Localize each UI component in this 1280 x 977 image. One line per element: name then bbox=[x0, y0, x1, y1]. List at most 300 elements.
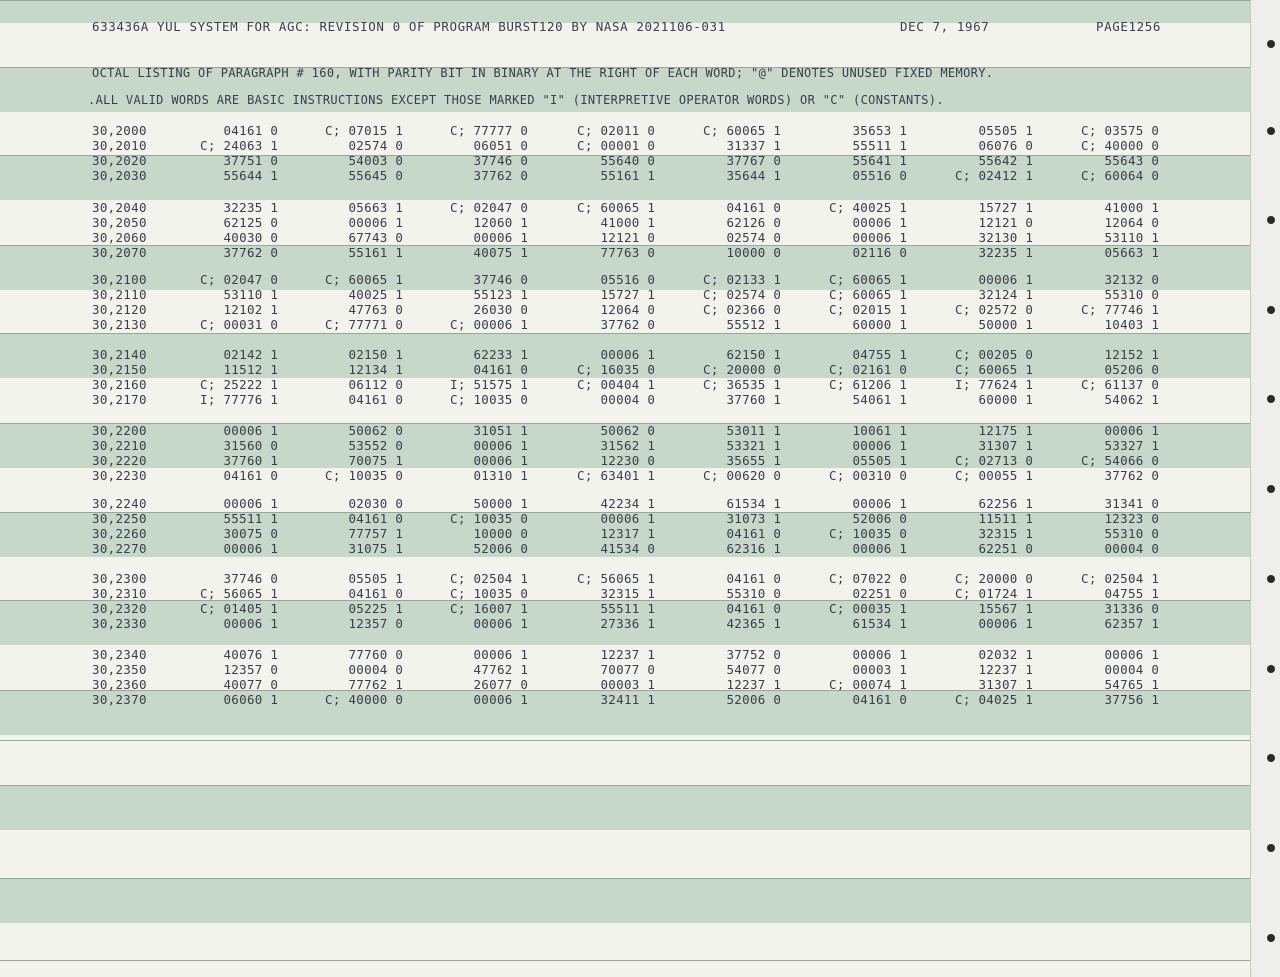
row-address: 30,2230 bbox=[92, 468, 147, 483]
octal-word: C; 60064 0 bbox=[1081, 168, 1160, 183]
octal-word: 50062 0 bbox=[325, 423, 404, 438]
octal-word: 04161 0 bbox=[703, 571, 782, 586]
octal-word: 01310 1 bbox=[450, 468, 529, 483]
octal-word: C; 20000 0 bbox=[703, 362, 782, 377]
octal-word: 37762 0 bbox=[450, 168, 529, 183]
octal-word: C; 40025 1 bbox=[829, 200, 908, 215]
octal-word: 41000 1 bbox=[1081, 200, 1160, 215]
octal-word: 53552 0 bbox=[325, 438, 404, 453]
octal-word: 02150 1 bbox=[325, 347, 404, 362]
octal-word: 53321 1 bbox=[703, 438, 782, 453]
octal-word: 00006 1 bbox=[450, 647, 529, 662]
octal-word: C; 02133 1 bbox=[703, 272, 782, 287]
octal-word: 54765 1 bbox=[1081, 677, 1160, 692]
octal-word: 32124 1 bbox=[955, 287, 1034, 302]
row-address: 30,2040 bbox=[92, 200, 147, 215]
octal-word: 77763 0 bbox=[577, 245, 656, 260]
octal-word: 00003 1 bbox=[829, 662, 908, 677]
octal-word: 30075 0 bbox=[200, 526, 279, 541]
row-address: 30,2300 bbox=[92, 571, 147, 586]
octal-word: 31075 1 bbox=[325, 541, 404, 556]
row-address: 30,2000 bbox=[92, 123, 147, 138]
octal-word: 40025 1 bbox=[325, 287, 404, 302]
octal-word: C; 54066 0 bbox=[1081, 453, 1160, 468]
octal-word: 06076 0 bbox=[955, 138, 1034, 153]
octal-word: C; 00074 1 bbox=[829, 677, 908, 692]
octal-word: 12121 0 bbox=[577, 230, 656, 245]
octal-word: 12237 1 bbox=[577, 647, 656, 662]
octal-word: 12323 0 bbox=[1081, 511, 1160, 526]
octal-word: 05225 1 bbox=[325, 601, 404, 616]
octal-word: 04161 0 bbox=[829, 692, 908, 707]
octal-word: 31560 0 bbox=[200, 438, 279, 453]
octal-word: C; 10035 0 bbox=[829, 526, 908, 541]
row-address: 30,2070 bbox=[92, 245, 147, 260]
octal-word: 55123 1 bbox=[450, 287, 529, 302]
octal-word: 31341 0 bbox=[1081, 496, 1160, 511]
octal-word: 37760 1 bbox=[200, 453, 279, 468]
octal-word: 02116 0 bbox=[829, 245, 908, 260]
octal-word: C; 60065 1 bbox=[955, 362, 1034, 377]
octal-word: C; 02572 0 bbox=[955, 302, 1034, 317]
octal-word: 04161 0 bbox=[325, 511, 404, 526]
octal-word: 12237 1 bbox=[955, 662, 1034, 677]
octal-word: 55511 1 bbox=[829, 138, 908, 153]
octal-word: 00006 1 bbox=[450, 616, 529, 631]
octal-word: 12102 1 bbox=[200, 302, 279, 317]
row-address: 30,2150 bbox=[92, 362, 147, 377]
octal-word: C; 24063 1 bbox=[200, 138, 279, 153]
octal-word: 41000 1 bbox=[577, 215, 656, 230]
octal-word: 10061 1 bbox=[829, 423, 908, 438]
octal-word: 37756 1 bbox=[1081, 692, 1160, 707]
row-address: 30,2310 bbox=[92, 586, 147, 601]
octal-word: 10403 1 bbox=[1081, 317, 1160, 332]
octal-word: 12152 1 bbox=[1081, 347, 1160, 362]
octal-word: 00004 0 bbox=[1081, 662, 1160, 677]
octal-word: C; 20000 0 bbox=[955, 571, 1034, 586]
octal-word: 55645 0 bbox=[325, 168, 404, 183]
octal-word: C; 77777 0 bbox=[450, 123, 529, 138]
feed-hole-icon bbox=[1267, 40, 1275, 48]
octal-word: 70077 0 bbox=[577, 662, 656, 677]
octal-word: 12121 0 bbox=[955, 215, 1034, 230]
octal-word: 55640 0 bbox=[577, 153, 656, 168]
octal-word: 67743 0 bbox=[325, 230, 404, 245]
row-address: 30,2320 bbox=[92, 601, 147, 616]
octal-word: 12064 0 bbox=[577, 302, 656, 317]
row-address: 30,2240 bbox=[92, 496, 147, 511]
octal-word: 06060 1 bbox=[200, 692, 279, 707]
octal-word: C; 02504 1 bbox=[450, 571, 529, 586]
octal-word: 00004 0 bbox=[577, 392, 656, 407]
octal-word: 05206 0 bbox=[1081, 362, 1160, 377]
octal-word: 04161 0 bbox=[703, 200, 782, 215]
octal-word: C; 02161 0 bbox=[829, 362, 908, 377]
octal-word: 32411 1 bbox=[577, 692, 656, 707]
octal-word: 62126 0 bbox=[703, 215, 782, 230]
row-address: 30,2260 bbox=[92, 526, 147, 541]
octal-word: 10000 0 bbox=[450, 526, 529, 541]
feed-hole-icon bbox=[1267, 216, 1275, 224]
octal-word: 32235 1 bbox=[200, 200, 279, 215]
octal-word: 55511 1 bbox=[577, 601, 656, 616]
octal-word: 62251 0 bbox=[955, 541, 1034, 556]
octal-word: C; 77746 1 bbox=[1081, 302, 1160, 317]
octal-word: C; 60065 1 bbox=[325, 272, 404, 287]
octal-word: 11512 1 bbox=[200, 362, 279, 377]
octal-word: I; 51575 1 bbox=[450, 377, 529, 392]
octal-word: 00006 1 bbox=[955, 616, 1034, 631]
octal-word: 55641 1 bbox=[829, 153, 908, 168]
octal-word: 35653 1 bbox=[829, 123, 908, 138]
octal-word: 04755 1 bbox=[1081, 586, 1160, 601]
octal-word: 00003 1 bbox=[577, 677, 656, 692]
octal-word: C; 10035 0 bbox=[450, 511, 529, 526]
octal-word: 31307 1 bbox=[955, 677, 1034, 692]
octal-word: C; 02015 1 bbox=[829, 302, 908, 317]
row-address: 30,2220 bbox=[92, 453, 147, 468]
octal-word: C; 01405 1 bbox=[200, 601, 279, 616]
octal-word: 04161 0 bbox=[703, 526, 782, 541]
octal-word: 32315 1 bbox=[955, 526, 1034, 541]
octal-word: C; 60065 1 bbox=[577, 200, 656, 215]
octal-word: 26077 0 bbox=[450, 677, 529, 692]
octal-word: C; 56065 1 bbox=[577, 571, 656, 586]
octal-word: C; 00031 0 bbox=[200, 317, 279, 332]
row-address: 30,2030 bbox=[92, 168, 147, 183]
octal-word: 00006 1 bbox=[829, 215, 908, 230]
octal-word: 62357 1 bbox=[1081, 616, 1160, 631]
octal-word: 31562 1 bbox=[577, 438, 656, 453]
octal-word: C; 04025 1 bbox=[955, 692, 1034, 707]
octal-word: C; 40000 0 bbox=[1081, 138, 1160, 153]
row-address: 30,2210 bbox=[92, 438, 147, 453]
octal-word: C; 60065 1 bbox=[703, 123, 782, 138]
octal-word: 11511 1 bbox=[955, 511, 1034, 526]
row-address: 30,2200 bbox=[92, 423, 147, 438]
octal-word: 42365 1 bbox=[703, 616, 782, 631]
octal-word: 62125 0 bbox=[200, 215, 279, 230]
octal-word: C; 00310 0 bbox=[829, 468, 908, 483]
octal-word: 54062 1 bbox=[1081, 392, 1160, 407]
octal-word: 05505 1 bbox=[955, 123, 1034, 138]
octal-word: 02142 1 bbox=[200, 347, 279, 362]
octal-word: I; 77624 1 bbox=[955, 377, 1034, 392]
listing-date: DEC 7, 1967 bbox=[900, 19, 990, 34]
octal-word: C; 02047 0 bbox=[450, 200, 529, 215]
octal-word: 35655 1 bbox=[703, 453, 782, 468]
octal-word: C; 36535 1 bbox=[703, 377, 782, 392]
octal-word: 31337 1 bbox=[703, 138, 782, 153]
octal-word: C; 00001 0 bbox=[577, 138, 656, 153]
octal-word: 32130 1 bbox=[955, 230, 1034, 245]
octal-word: C; 03575 0 bbox=[1081, 123, 1160, 138]
octal-word: 00006 1 bbox=[200, 423, 279, 438]
octal-word: C; 00035 1 bbox=[829, 601, 908, 616]
row-address: 30,2350 bbox=[92, 662, 147, 677]
octal-word: 12175 1 bbox=[955, 423, 1034, 438]
octal-word: C; 60065 1 bbox=[829, 287, 908, 302]
octal-word: 55642 1 bbox=[955, 153, 1034, 168]
octal-word: 15567 1 bbox=[955, 601, 1034, 616]
octal-word: C; 60065 1 bbox=[829, 272, 908, 287]
octal-word: 12060 1 bbox=[450, 215, 529, 230]
octal-word: 06051 0 bbox=[450, 138, 529, 153]
octal-word: 00006 1 bbox=[200, 616, 279, 631]
octal-word: 00006 1 bbox=[200, 496, 279, 511]
octal-word: 04755 1 bbox=[829, 347, 908, 362]
octal-word: 54003 0 bbox=[325, 153, 404, 168]
octal-word: 37746 0 bbox=[200, 571, 279, 586]
row-address: 30,2100 bbox=[92, 272, 147, 287]
octal-word: 55643 0 bbox=[1081, 153, 1160, 168]
octal-word: 50000 1 bbox=[955, 317, 1034, 332]
octal-word: 12357 0 bbox=[200, 662, 279, 677]
octal-word: 02030 0 bbox=[325, 496, 404, 511]
octal-word: 00006 1 bbox=[829, 496, 908, 511]
octal-word: 00006 1 bbox=[450, 438, 529, 453]
octal-word: C; 02366 0 bbox=[703, 302, 782, 317]
octal-word: 42234 1 bbox=[577, 496, 656, 511]
octal-word: 00006 1 bbox=[450, 230, 529, 245]
feed-hole-icon bbox=[1267, 485, 1275, 493]
feed-hole-icon bbox=[1267, 127, 1275, 135]
octal-word: 00006 1 bbox=[325, 215, 404, 230]
row-address: 30,2340 bbox=[92, 647, 147, 662]
octal-word: 50062 0 bbox=[577, 423, 656, 438]
octal-word: C; 63401 1 bbox=[577, 468, 656, 483]
octal-word: 32315 1 bbox=[577, 586, 656, 601]
octal-word: 04161 0 bbox=[703, 601, 782, 616]
octal-word: 35644 1 bbox=[703, 168, 782, 183]
octal-word: 31336 0 bbox=[1081, 601, 1160, 616]
feed-hole-icon bbox=[1267, 934, 1275, 942]
octal-word: C; 00006 1 bbox=[450, 317, 529, 332]
octal-word: C; 02574 0 bbox=[703, 287, 782, 302]
page-number: PAGE1256 bbox=[1096, 19, 1162, 34]
octal-word: C; 07015 1 bbox=[325, 123, 404, 138]
octal-word: 55310 0 bbox=[1081, 287, 1160, 302]
octal-word: 52006 0 bbox=[450, 541, 529, 556]
listing-title: 633436A YUL SYSTEM FOR AGC: REVISION 0 OF PROGRAM BURST120 BY NASA 2021106-031 bbox=[92, 19, 726, 34]
octal-word: 00006 1 bbox=[200, 541, 279, 556]
octal-word: C; 10035 0 bbox=[325, 468, 404, 483]
octal-word: C; 16007 1 bbox=[450, 601, 529, 616]
octal-word: I; 77776 1 bbox=[200, 392, 279, 407]
octal-word: 12230 0 bbox=[577, 453, 656, 468]
octal-word: 15727 1 bbox=[577, 287, 656, 302]
octal-word: 05663 1 bbox=[1081, 245, 1160, 260]
octal-word: 53011 1 bbox=[703, 423, 782, 438]
octal-word: 60000 1 bbox=[829, 317, 908, 332]
feed-hole-icon bbox=[1267, 575, 1275, 583]
green-band bbox=[0, 785, 1250, 830]
octal-word: C; 56065 1 bbox=[200, 586, 279, 601]
feed-hole-icon bbox=[1267, 844, 1275, 852]
octal-word: 37751 0 bbox=[200, 153, 279, 168]
octal-word: C; 61137 0 bbox=[1081, 377, 1160, 392]
octal-word: 40077 0 bbox=[200, 677, 279, 692]
row-address: 30,2360 bbox=[92, 677, 147, 692]
octal-word: 47763 0 bbox=[325, 302, 404, 317]
octal-word: 37760 1 bbox=[703, 392, 782, 407]
octal-word: 40076 1 bbox=[200, 647, 279, 662]
octal-word: 37767 0 bbox=[703, 153, 782, 168]
octal-word: 37746 0 bbox=[450, 272, 529, 287]
intro-line-1: OCTAL LISTING OF PARAGRAPH # 160, WITH PARITY BIT IN BINARY AT THE RIGHT OF EACH WORD; "@" DENOTES UNUSED FIXED MEMORY. bbox=[92, 66, 994, 80]
tractor-feed-strip bbox=[1250, 0, 1280, 977]
octal-word: 62256 1 bbox=[955, 496, 1034, 511]
octal-word: C; 02504 1 bbox=[1081, 571, 1160, 586]
octal-word: C; 00205 0 bbox=[955, 347, 1034, 362]
octal-word: 05505 1 bbox=[325, 571, 404, 586]
green-band bbox=[0, 878, 1250, 923]
octal-word: 61534 1 bbox=[703, 496, 782, 511]
octal-word: 37762 0 bbox=[1081, 468, 1160, 483]
octal-word: 62316 1 bbox=[703, 541, 782, 556]
octal-word: 77762 1 bbox=[325, 677, 404, 692]
octal-word: 12134 1 bbox=[325, 362, 404, 377]
octal-word: 53110 1 bbox=[1081, 230, 1160, 245]
octal-word: 77760 0 bbox=[325, 647, 404, 662]
octal-word: 04161 0 bbox=[450, 362, 529, 377]
octal-word: C; 40000 0 bbox=[325, 692, 404, 707]
octal-word: C; 02047 0 bbox=[200, 272, 279, 287]
octal-word: 32235 1 bbox=[955, 245, 1034, 260]
octal-word: 05516 0 bbox=[577, 272, 656, 287]
octal-word: 37752 0 bbox=[703, 647, 782, 662]
octal-word: 00004 0 bbox=[1081, 541, 1160, 556]
octal-word: C; 16035 0 bbox=[577, 362, 656, 377]
octal-word: 04161 0 bbox=[200, 468, 279, 483]
row-address: 30,2250 bbox=[92, 511, 147, 526]
octal-word: 54061 1 bbox=[829, 392, 908, 407]
octal-word: C; 25222 1 bbox=[200, 377, 279, 392]
octal-word: 04161 0 bbox=[200, 123, 279, 138]
octal-word: C; 02713 0 bbox=[955, 453, 1034, 468]
octal-word: 05505 1 bbox=[829, 453, 908, 468]
octal-word: 02251 0 bbox=[829, 586, 908, 601]
octal-word: 40030 0 bbox=[200, 230, 279, 245]
octal-word: 02574 0 bbox=[325, 138, 404, 153]
octal-word: 12357 0 bbox=[325, 616, 404, 631]
row-address: 30,2010 bbox=[92, 138, 147, 153]
row-address: 30,2120 bbox=[92, 302, 147, 317]
octal-word: 00004 0 bbox=[325, 662, 404, 677]
octal-word: C; 00404 1 bbox=[577, 377, 656, 392]
row-address: 30,2370 bbox=[92, 692, 147, 707]
octal-word: 12317 1 bbox=[577, 526, 656, 541]
row-address: 30,2270 bbox=[92, 541, 147, 556]
octal-word: 12064 0 bbox=[1081, 215, 1160, 230]
octal-word: 55511 1 bbox=[200, 511, 279, 526]
octal-word: C; 77771 0 bbox=[325, 317, 404, 332]
octal-word: 62233 1 bbox=[450, 347, 529, 362]
octal-word: 37762 0 bbox=[577, 317, 656, 332]
octal-word: 27336 1 bbox=[577, 616, 656, 631]
octal-word: 37746 0 bbox=[450, 153, 529, 168]
octal-word: 02574 0 bbox=[703, 230, 782, 245]
octal-word: 31307 1 bbox=[955, 438, 1034, 453]
octal-word: 60000 1 bbox=[955, 392, 1034, 407]
octal-word: 04161 0 bbox=[325, 586, 404, 601]
octal-word: 31073 1 bbox=[703, 511, 782, 526]
octal-word: 00006 1 bbox=[450, 692, 529, 707]
row-address: 30,2130 bbox=[92, 317, 147, 332]
octal-word: 00006 1 bbox=[577, 347, 656, 362]
octal-word: C; 10035 0 bbox=[450, 392, 529, 407]
octal-word: 47762 1 bbox=[450, 662, 529, 677]
octal-word: 40075 1 bbox=[450, 245, 529, 260]
octal-word: C; 07022 0 bbox=[829, 571, 908, 586]
octal-word: 53327 1 bbox=[1081, 438, 1160, 453]
octal-word: 54077 0 bbox=[703, 662, 782, 677]
octal-word: 62150 1 bbox=[703, 347, 782, 362]
octal-word: 41534 0 bbox=[577, 541, 656, 556]
octal-word: 10000 0 bbox=[703, 245, 782, 260]
octal-word: C; 61206 1 bbox=[829, 377, 908, 392]
octal-word: 55310 0 bbox=[1081, 526, 1160, 541]
octal-word: C; 00055 1 bbox=[955, 468, 1034, 483]
feed-hole-icon bbox=[1267, 395, 1275, 403]
octal-word: 15727 1 bbox=[955, 200, 1034, 215]
row-address: 30,2170 bbox=[92, 392, 147, 407]
octal-word: 26030 0 bbox=[450, 302, 529, 317]
octal-word: 02032 1 bbox=[955, 647, 1034, 662]
octal-word: C; 00620 0 bbox=[703, 468, 782, 483]
row-address: 30,2020 bbox=[92, 153, 147, 168]
octal-word: 05663 1 bbox=[325, 200, 404, 215]
octal-word: 00006 1 bbox=[1081, 647, 1160, 662]
octal-word: 12237 1 bbox=[703, 677, 782, 692]
octal-word: 55644 1 bbox=[200, 168, 279, 183]
octal-word: 55512 1 bbox=[703, 317, 782, 332]
octal-word: 32132 0 bbox=[1081, 272, 1160, 287]
octal-word: 55161 1 bbox=[325, 245, 404, 260]
rule-line bbox=[0, 740, 1250, 741]
octal-word: 70075 1 bbox=[325, 453, 404, 468]
intro-line-2: .ALL VALID WORDS ARE BASIC INSTRUCTIONS EXCEPT THOSE MARKED "I" (INTERPRETIVE OPERATOR WORDS) OR "C" (CONSTANTS). bbox=[88, 93, 944, 107]
octal-word: 53110 1 bbox=[200, 287, 279, 302]
octal-word: 00006 1 bbox=[829, 230, 908, 245]
octal-word: 00006 1 bbox=[829, 438, 908, 453]
octal-word: 52006 0 bbox=[829, 511, 908, 526]
octal-word: 06112 0 bbox=[325, 377, 404, 392]
row-address: 30,2330 bbox=[92, 616, 147, 631]
feed-hole-icon bbox=[1267, 306, 1275, 314]
octal-word: 04161 0 bbox=[325, 392, 404, 407]
octal-word: 00006 1 bbox=[1081, 423, 1160, 438]
row-address: 30,2140 bbox=[92, 347, 147, 362]
octal-word: 37762 0 bbox=[200, 245, 279, 260]
octal-word: 00006 1 bbox=[450, 453, 529, 468]
octal-word: C; 02412 1 bbox=[955, 168, 1034, 183]
feed-hole-icon bbox=[1267, 754, 1275, 762]
octal-word: 77757 1 bbox=[325, 526, 404, 541]
octal-word: 52006 0 bbox=[703, 692, 782, 707]
octal-word: 31051 1 bbox=[450, 423, 529, 438]
row-address: 30,2050 bbox=[92, 215, 147, 230]
row-address: 30,2060 bbox=[92, 230, 147, 245]
octal-word: C; 01724 1 bbox=[955, 586, 1034, 601]
row-address: 30,2160 bbox=[92, 377, 147, 392]
octal-word: 55310 0 bbox=[703, 586, 782, 601]
octal-word: 00006 1 bbox=[829, 647, 908, 662]
octal-word: 05516 0 bbox=[829, 168, 908, 183]
octal-word: 00006 1 bbox=[577, 511, 656, 526]
octal-word: C; 02011 0 bbox=[577, 123, 656, 138]
